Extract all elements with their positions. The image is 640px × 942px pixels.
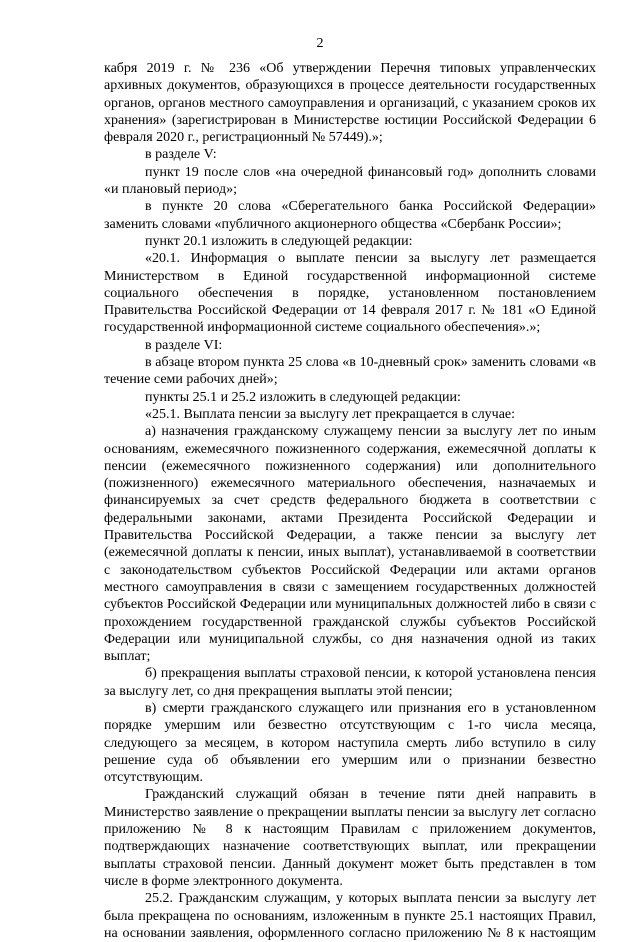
paragraph: кабря 2019 г. № 236 «Об утверждении Перечня типовых управленческих архивных документов, образующихся в процессе деятельности государственных органов, органов местного самоуправления и организаций, с указанием сроков их хранения» (зарегистрирован в Министерстве юстиции Российской Федерации 6 февраля 2020 г., регистрационный № 57449).»; bbox=[104, 61, 596, 146]
paragraph: Гражданский служащий обязан в течение пяти дней направить в Министерство заявление о прекращении выплаты пенсии за выслугу лет согласно приложению № 8 к настоящим Правилам с приложением документов, подтверждающих назначение соответствующих выплат, или прекращении выплаты страховой пенсии. Данный документ может быть представлен в том числе в форме электронного документа. bbox=[104, 787, 596, 889]
paragraph: «25.1. Выплата пенсии за выслугу лет прекращается в случае: bbox=[145, 406, 516, 422]
paragraph: в пункте 20 слова «Сберегательного банка Российской Федерации» заменить словами «публичного акционерного общества «Сбербанк России»; bbox=[104, 199, 596, 232]
paragraph: «20.1. Информация о выплате пенсии за выслугу лет размещается Министерством в Единой государственной информационной системе социального обеспечения в порядке, установленном постановлением Правительства Российской Федерации от 14 февраля 2017 г. № 181 «О Единой государственной информационной системе социального обеспечения».»; bbox=[104, 251, 596, 336]
document-body bbox=[104, 60, 596, 942]
paragraph: пункты 25.1 и 25.2 изложить в следующей редакции: bbox=[145, 389, 461, 405]
paragraph: в разделе V: bbox=[145, 147, 217, 163]
paragraph: пункт 20.1 изложить в следующей редакции: bbox=[145, 233, 413, 249]
paragraph: в) смерти гражданского служащего или признания его в установленном порядке умершим или безвестно отсутствующим с 1-го числа месяца, следующего за месяцем, в котором наступила смерть либо вступило в силу решение суда об объявлении его умершим или о признании безвестно отсутствующим. bbox=[104, 700, 596, 786]
paragraph: в разделе VI: bbox=[145, 337, 223, 353]
paragraph: б) прекращения выплаты страховой пенсии, к которой установлена пенсия за выслугу лет, со дня прекращения выплаты этой пенсии; bbox=[104, 666, 596, 699]
paragraph: в абзаце втором пункта 25 слова «в 10-дневный срок» заменить словами «в течение семи рабочих дней»; bbox=[104, 355, 596, 388]
paragraph: а) назначения гражданскому служащему пенсии за выслугу лет по иным основаниям, ежемесячного пожизненного содержания, ежемесячной доплаты к пенсии (ежемесячного пожизненного содержания) или дополнительного (пожизненного) ежемесячного материального обеспечения, назначаемых и финансируемых за счет средств федерального бюджета в соответствии с федеральными законами, актами Президента Российской Федерации и Правительства Российской Федерации, а также пенсии за выслугу лет (ежемесячной доплаты к пенсии, иных выплат), устанавливаемой в соответствии с законодательством субъектов Российской Федерации или актами органов местного самоуправления в связи с замещением государственных должностей субъектов Российской Федерации или муниципальных должностей либо в связи с прохождением государственной гражданской службы субъектов Российской Федерации или муниципальной службы, со дня назначения одной из таких выплат; bbox=[104, 424, 596, 665]
paragraph: пункт 19 после слов «на очередной финансовый год» дополнить словами «и плановый период»; bbox=[104, 164, 596, 198]
paragraph: 25.2. Гражданским служащим, у которых выплата пенсии за выслугу лет была прекращена по основаниям, изложенным в пункте 25.1 настоящих Правил, на основании заявления, оформленного согласно приложению № 8 к настоящим bbox=[104, 891, 596, 941]
page-number: 2 bbox=[316, 36, 324, 51]
